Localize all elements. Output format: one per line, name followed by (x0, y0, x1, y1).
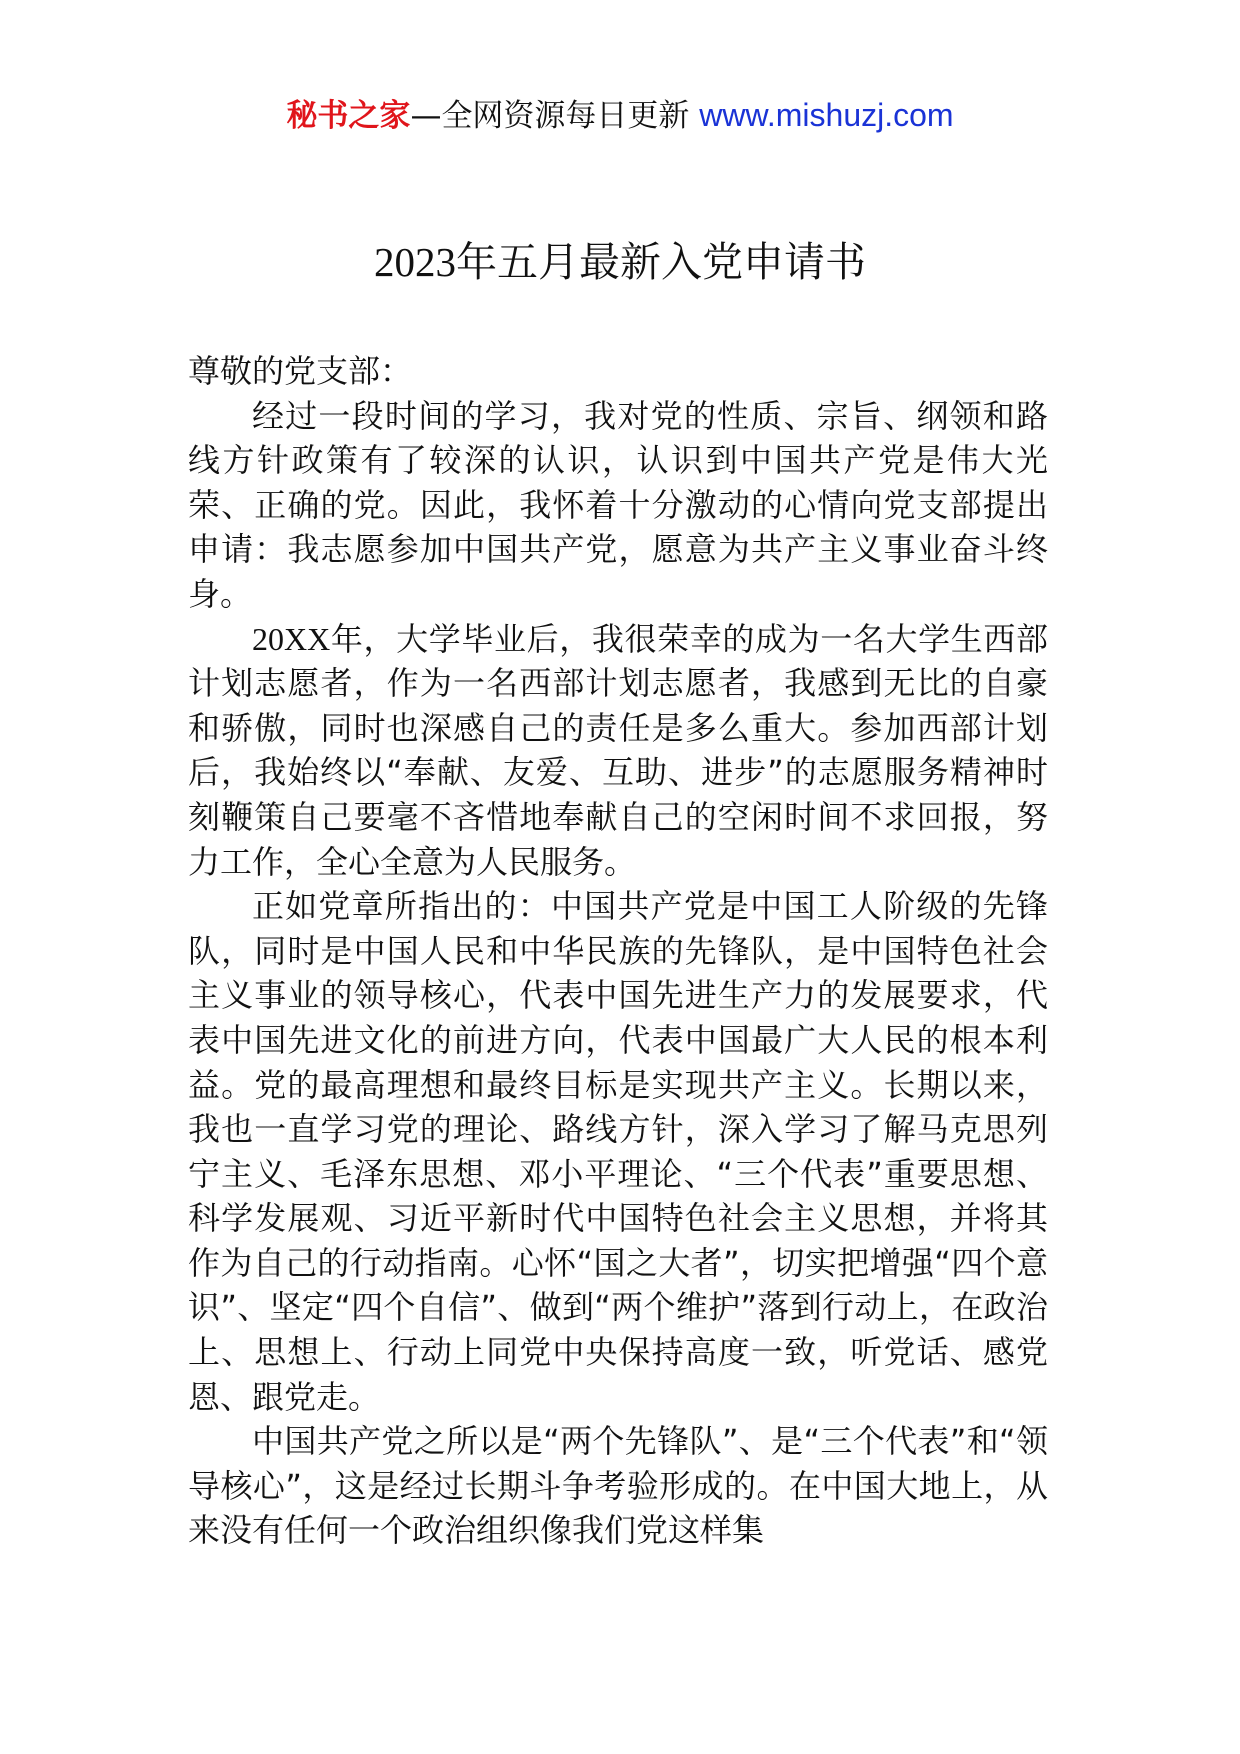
title-text: 年五月最新入党申请书 (456, 238, 866, 286)
salutation: 尊敬的党支部： (188, 352, 413, 390)
paragraph-3: 正如党章所指出的：中国共产党是中国工人阶级的先锋队，同时是中国人民和中华民族的先锋队，是中国特色社会主义事业的领导核心，代表中国先进生产力的发展要求，代表中国先进文化的前进方向，代表中国最广大人民的根本利益。党的最高理想和最终目标是实现共产主义。长期以来，我也一直学习党的理论、路线方针，深入学习了解马克思列宁主义、毛泽东思想、邓小平理论、“三个代表”重要思想、科学发展观、习近平新时代中国特色社会主义思想，并将其作为自己的行动指南。心怀“国之大者”，切实把增强“四个意识”、坚定“四个自信”、做到“两个维护”落到行动上，在政治上、思想上、行动上同党中央保持高度一致，听党话、感党恩、跟党走。 (188, 887, 1048, 1416)
document-body (188, 349, 1048, 1553)
title-year: 2023 (374, 239, 456, 285)
document-title (0, 234, 1240, 290)
paragraph-4: 中国共产党之所以是“两个先锋队”、是“三个代表”和“领导核心”，这是经过长期斗争考验形成的。在中国大地上，从来没有任何一个政治组织像我们党这样集 (188, 1422, 1048, 1550)
header-tagline: —全网资源每日更新 (410, 98, 700, 134)
paragraph-1: 经过一段时间的学习，我对党的性质、宗旨、纲领和路线方针政策有了较深的认识，认识到中国共产党是伟大光荣、正确的党。因此，我怀着十分激动的心情向党支部提出申请：我志愿参加中国共产党，愿意为共产主义事业奋斗终身。 (188, 396, 1048, 613)
site-header (0, 95, 1240, 136)
brand-name: 秘书之家 (286, 98, 411, 134)
paragraph-2-year: 20XX (252, 620, 331, 657)
paragraph-2-text: 年，大学毕业后，我很荣幸的成为一名大学生西部计划志愿者，作为一名西部计划志愿者，我感到无比的自豪和骄傲，同时也深感自己的责任是多么重大。参加西部计划后，我始终以“奉献、友爱、互助、进步”的志愿服务精神时刻鞭策自己要毫不吝惜地奉献自己的空闲时间不求回报，努力工作，全心全意为人民服务。 (188, 619, 1048, 881)
site-url-link[interactable]: www.mishuzj.com (699, 97, 954, 133)
paragraph-2 (188, 617, 1048, 885)
